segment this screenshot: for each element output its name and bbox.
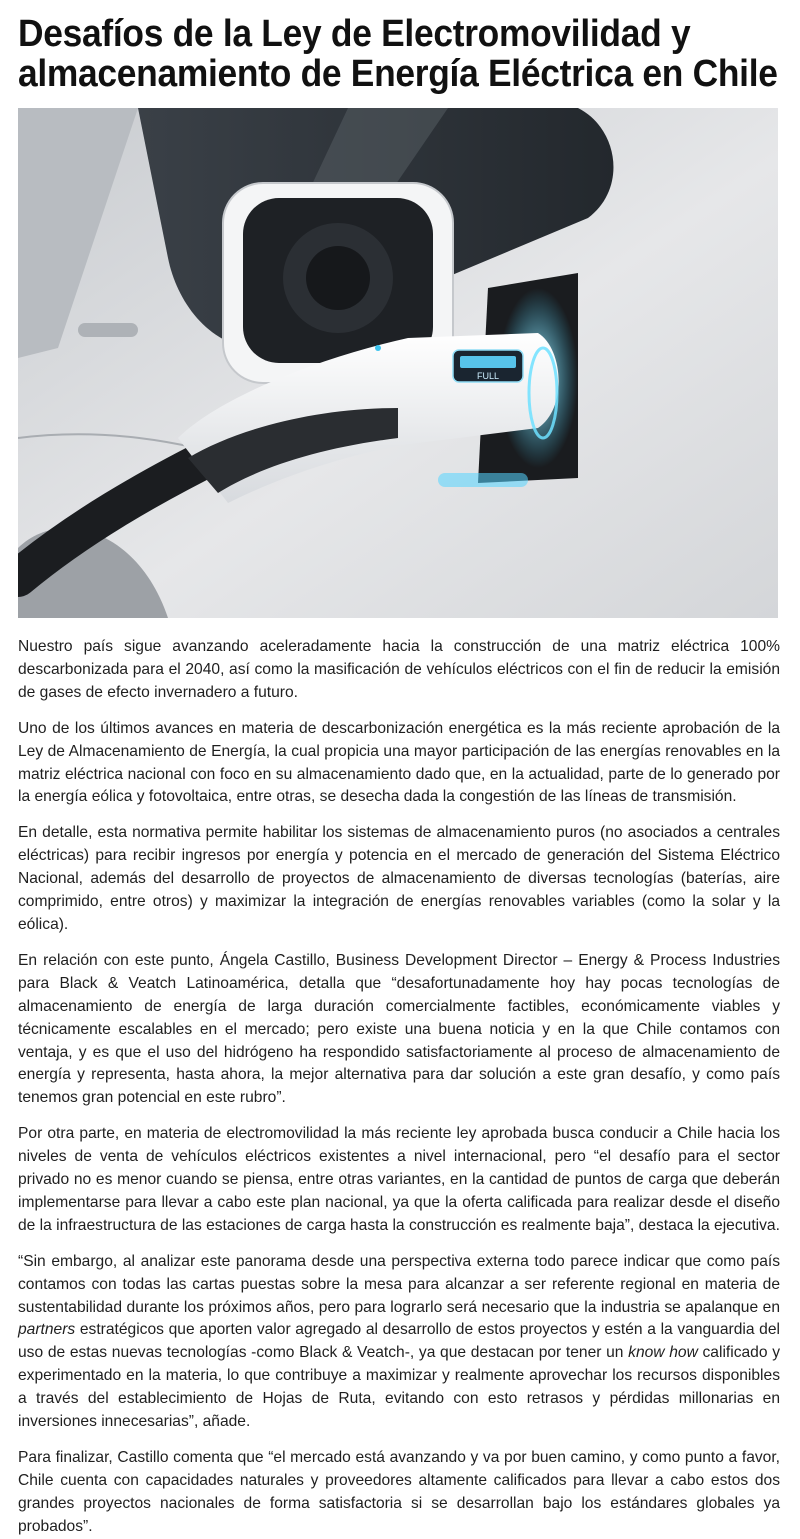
emphasis-know-how: know how bbox=[628, 1344, 698, 1362]
charger-full-label: FULL bbox=[476, 371, 500, 381]
paragraph: En detalle, esta normativa permite habilitar los sistemas de almacenamiento puros (no asociados a centrales eléctricas) para recibir ingresos por energía y potencia en el mercado de generación del Sistema Eléctrico Nacional, además del desarrollo de proyectos de almacenamiento de diversas tecnologías (baterías, aire comprimido, entre otros) y maximizar la integración de energías renovables variables (como la solar y la eólica). bbox=[18, 824, 780, 933]
paragraph: En relación con este punto, Ángela Castillo, Business Development Director – Energy & Process Industries para Black & Veatch Latinoamérica, detalla que “desafortunadamente hoy hay pocas tecnologías de almacenamiento de energía de larga duración comercialmente factibles, económicamente viables y técnicamente escalables en el mercado; pero existe una buena noticia y en la que Chile contamos con ventaja, y es que el uso del hidrógeno ha respondido satisfactoriamente al proceso de almacenamiento de energía y representa, hasta ahora, la mejor alternativa para dar solución a este gran desafío, y como país tenemos gran potencial en este rubro”. bbox=[18, 951, 780, 1107]
paragraph-text: estratégicos que aporten valor agregado al desarrollo de estos proyectos y estén a la vanguardia del uso de estas nuevas tecnologías -como Black & Veatch-, ya que destacan por tener un bbox=[18, 1321, 780, 1362]
paragraph: Por otra parte, en materia de electromovilidad la más reciente ley aprobada busca conducir a Chile hacia los niveles de venta de vehículos eléctricos existentes a nivel internacional, pero “el desafío para el sector privado no es menor cuando se piensa, entre otras variantes, en la cantidad de puntos de carga que deberán implementarse para llevar a cabo este plan nacional, ya que la oferta calificada para realizar desde el diseño de la infraestructura de las estaciones de carga hasta la construcción es realmente baja”, destaca la ejecutiva. bbox=[18, 1125, 780, 1234]
paragraph bbox=[18, 1251, 780, 1434]
paragraph: Nuestro país sigue avanzando aceleradamente hacia la construcción de una matriz eléctrica 100% descarbonizada para el 2040, así como la masificación de vehículos eléctricos con el fin de reducir la emisión de gases de efecto invernadero a futuro. bbox=[18, 638, 780, 701]
article-body bbox=[18, 636, 780, 1539]
paragraph-text: “Sin embargo, al analizar este panorama desde una perspectiva externa todo parece indicar que como país contamos con todas las cartas puestas sobre la mesa para alcanzar a ser referente regional en materia de sustentabilidad durante los próximos años, pero para lograrlo será necesario que la industria se apalanque en bbox=[18, 1252, 780, 1316]
article-title: Desafíos de la Ley de Electromovilidad y almacenamiento de Energía Eléctrica en Chile bbox=[18, 13, 778, 95]
paragraph-text: calificado y experimentado en la materia, lo que contribuye a maximizar y realmente aprovechar los recursos disponibles a través del establecimiento de Hojas de Ruta, evitando con esto retrasos y pérdidas millonarias en inversiones innecesarias”, añade. bbox=[18, 1344, 780, 1431]
paragraph: Uno de los últimos avances en materia de descarbonización energética es la más reciente aprobación de la Ley de Almacenamiento de Energía, la cual propicia una mayor participación de las energías renovables en la matriz eléctrica nacional con foco en su almacenamiento dado que, en la actualidad, parte de lo generado por la energía eólica y fotovoltaica, entre otras, se desecha dada la congestión de las líneas de transmisión. bbox=[18, 719, 780, 806]
emphasis-partners: partners bbox=[18, 1321, 76, 1339]
hero-image bbox=[18, 108, 778, 618]
paragraph: Para finalizar, Castillo comenta que “el mercado está avanzando y va por buen camino, y como punto a favor, Chile cuenta con capacidades naturales y proveedores altamente calificados para llevar a cabo estos dos grandes proyectos nacionales de forma satisfactoria si se desarrollan bajo los estándares globales ya probados”. bbox=[18, 1449, 780, 1535]
